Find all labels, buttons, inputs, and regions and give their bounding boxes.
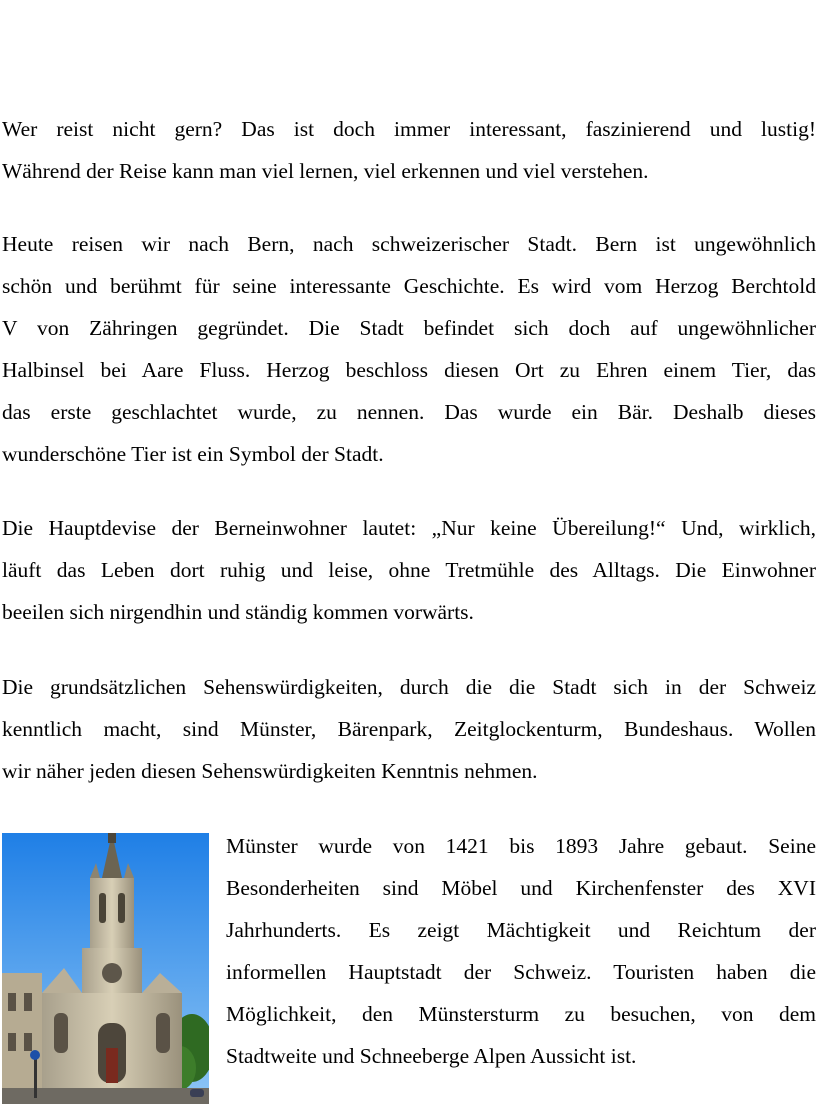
text-line: wir näher jeden diesen Sehenswürdigkeiten Kenntnis nehmen. xyxy=(2,759,538,783)
text-line: informellen Hauptstadt der Schweiz. Touristen haben die xyxy=(226,960,816,984)
text-line: V von Zähringen gegründet. Die Stadt befindet sich doch auf ungewöhnlicher xyxy=(2,316,816,340)
text-line: Während der Reise kann man viel lernen, viel erkennen und viel verstehen. xyxy=(2,159,649,183)
bern-history-paragraph xyxy=(2,223,816,475)
text-line: beeilen sich nirgendhin und ständig kommen vorwärts. xyxy=(2,600,474,624)
muenster-paragraph xyxy=(226,825,816,1077)
text-line: Möglichkeit, den Münstersturm zu besuchen, von dem xyxy=(226,1002,816,1026)
text-line: läuft das Leben dort ruhig und leise, ohne Tretmühle des Alltags. Die Einwohner xyxy=(2,558,816,582)
text-line: das erste geschlachtet wurde, zu nennen. Das wurde ein Bär. Deshalb dieses xyxy=(2,400,816,424)
text-line: Die grundsätzlichen Sehenswürdigkeiten, durch die die Stadt sich in der Schweiz xyxy=(2,675,816,699)
intro-paragraph xyxy=(2,108,816,192)
text-line: wunderschöne Tier ist ein Symbol der Stadt. xyxy=(2,442,384,466)
text-line: kenntlich macht, sind Münster, Bärenpark, Zeitglockenturm, Bundeshaus. Wollen xyxy=(2,717,816,741)
text-line: Jahrhunderts. Es zeigt Mächtigkeit und Reichtum der xyxy=(226,918,816,942)
text-line: Die Hauptdevise der Berneinwohner lautet: „Nur keine Übereilung!“ Und, wirklich, xyxy=(2,516,816,540)
motto-paragraph xyxy=(2,507,816,633)
text-line: Stadtweite und Schneeberge Alpen Aussicht ist. xyxy=(226,1044,637,1068)
text-line: Halbinsel bei Aare Fluss. Herzog beschloss diesen Ort zu Ehren einem Tier, das xyxy=(2,358,816,382)
text-line: schön und berühmt für seine interessante Geschichte. Es wird vom Herzog Berchtold xyxy=(2,274,816,298)
text-line: Münster wurde von 1421 bis 1893 Jahre gebaut. Seine xyxy=(226,834,816,858)
text-line: Heute reisen wir nach Bern, nach schweizerischer Stadt. Bern ist ungewöhnlich xyxy=(2,232,816,256)
text-line: Wer reist nicht gern? Das ist doch immer interessant, faszinierend und lustig! xyxy=(2,117,816,141)
sights-paragraph xyxy=(2,666,816,792)
church-photo xyxy=(2,833,209,1104)
text-line: Besonderheiten sind Möbel und Kirchenfenster des XVI xyxy=(226,876,816,900)
